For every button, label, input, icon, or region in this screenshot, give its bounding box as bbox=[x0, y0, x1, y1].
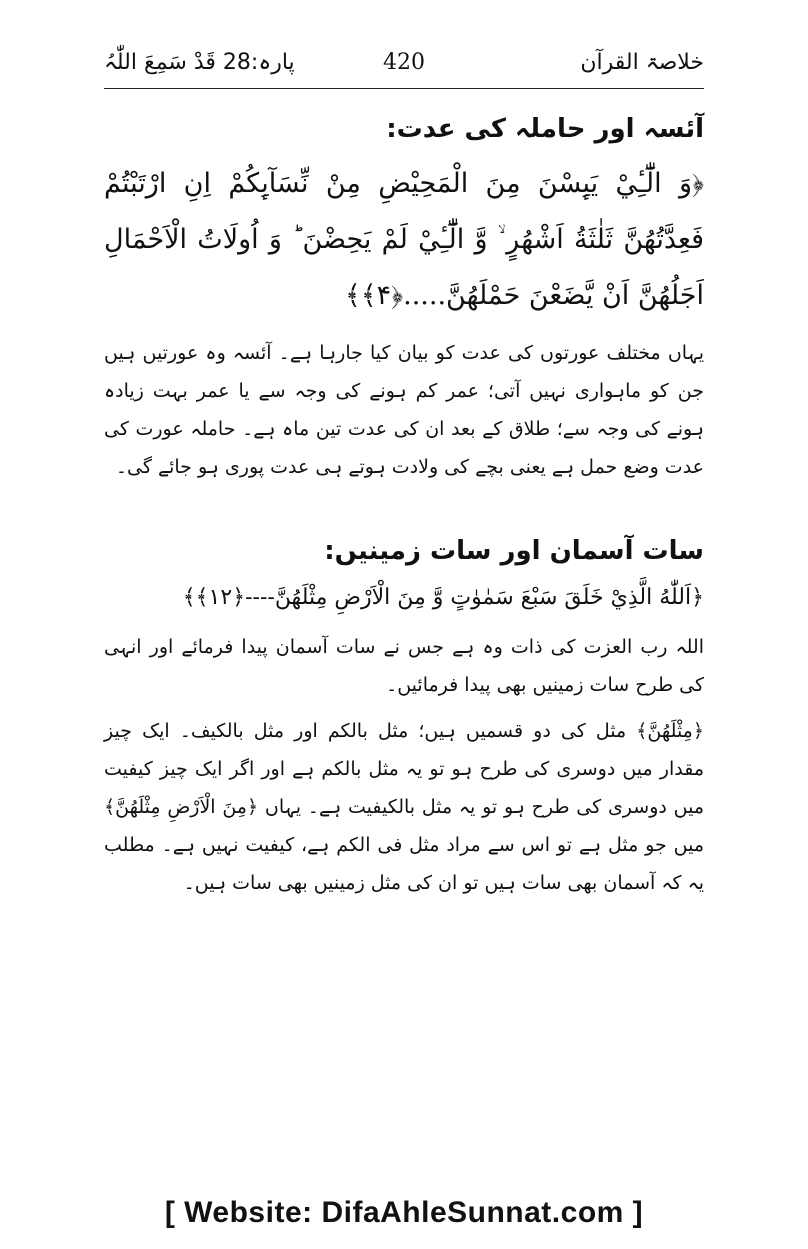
page-header bbox=[104, 48, 704, 89]
section-heading-seven-heavens: سات آسمان اور سات زمینیں: bbox=[324, 536, 704, 566]
quran-verse-iddat: ﴿وَ الّٰٓـِٔيْ يَىِٕسْنَ مِنَ الْمَحِيْضِ مِنْ نِّسَآىِٕكُمْ اِنِ ارْتَبْتُمْ فَعِدَّتُهُنَّ ثَلٰثَةُ اَشْهُرٍ ۙ وَّ الّٰٓـِٔيْ لَمْ يَحِضْنَ ؕ وَ اُولَاتُ الْاَحْمَالِ اَجَلُهُنَّ اَنْ يَّضَعْنَ حَمْلَهُنَّ.....﴿۴﴾﴾ bbox=[104, 168, 704, 311]
page-number: 420 bbox=[383, 50, 425, 75]
paragraph-mithl: ﴿مِثْلَهُنَّ﴾ مثل کی دو قسمیں ہیں؛ مثل بالکم اور مثل بالکیف۔ ایک چیز مقدار میں دوسری کی طرح ہو تو یہ مثل بالکم ہے اور اگر ایک چیز کیفیت میں دوسری کی طرح ہو تو یہ مثل بالکیفیت ہے۔ یہاں ﴿مِنَ الْاَرْضِ مِثْلَهُنَّ﴾ میں جو مثل ہے تو اس سے مراد مثل فی الکم ہے، کیفیت نہیں ہے۔ مطلب یہ کہ آسمان بھی سات ہیں تو ان کی مثل زمینیں بھی سات ہیں۔ bbox=[104, 720, 704, 894]
quran-verse-seven-heavens: ﴿اَللّٰهُ الَّذِيْ خَلَقَ سَبْعَ سَمٰوٰتٍ وَّ مِنَ الْاَرْضِ مِثْلَهُنَّ----﴿۱۲﴾﴾ bbox=[182, 585, 704, 610]
section-gap bbox=[104, 494, 704, 522]
section-heading-iddat: آئسہ اور حاملہ کی عدت: bbox=[386, 114, 704, 144]
website-footer: [ Website: DifaAhleSunnat.com ] bbox=[164, 1196, 644, 1229]
paragraph-iddat: یہاں مختلف عورتوں کی عدت کو بیان کیا جارہا ہے۔ آئسہ وہ عورتیں ہیں جن کو ماہواری نہیں آتی؛ عمر کم ہونے کی وجہ سے یا عمر بہت زیادہ ہونے کی وجہ سے؛ طلاق کے بعد ان کی عدت تین ماہ ہے۔ حاملہ عورت کی عدت وضع حمل ہے یعنی بچے کی ولادت ہوتے ہی عدت پوری ہو جائے گی۔ bbox=[104, 342, 704, 478]
page-content bbox=[104, 100, 704, 910]
book-title: خلاصۃ القرآن bbox=[580, 50, 704, 75]
para-info: پارہ:28 قَدْ سَمِعَ اللّٰہُ bbox=[104, 50, 295, 75]
paragraph-seven-heavens: اللہ رب العزت کی ذات وہ ہے جس نے سات آسمان پیدا فرمائے اور انہی کی طرح سات زمینیں بھی پیدا فرمائیں۔ bbox=[104, 636, 704, 696]
